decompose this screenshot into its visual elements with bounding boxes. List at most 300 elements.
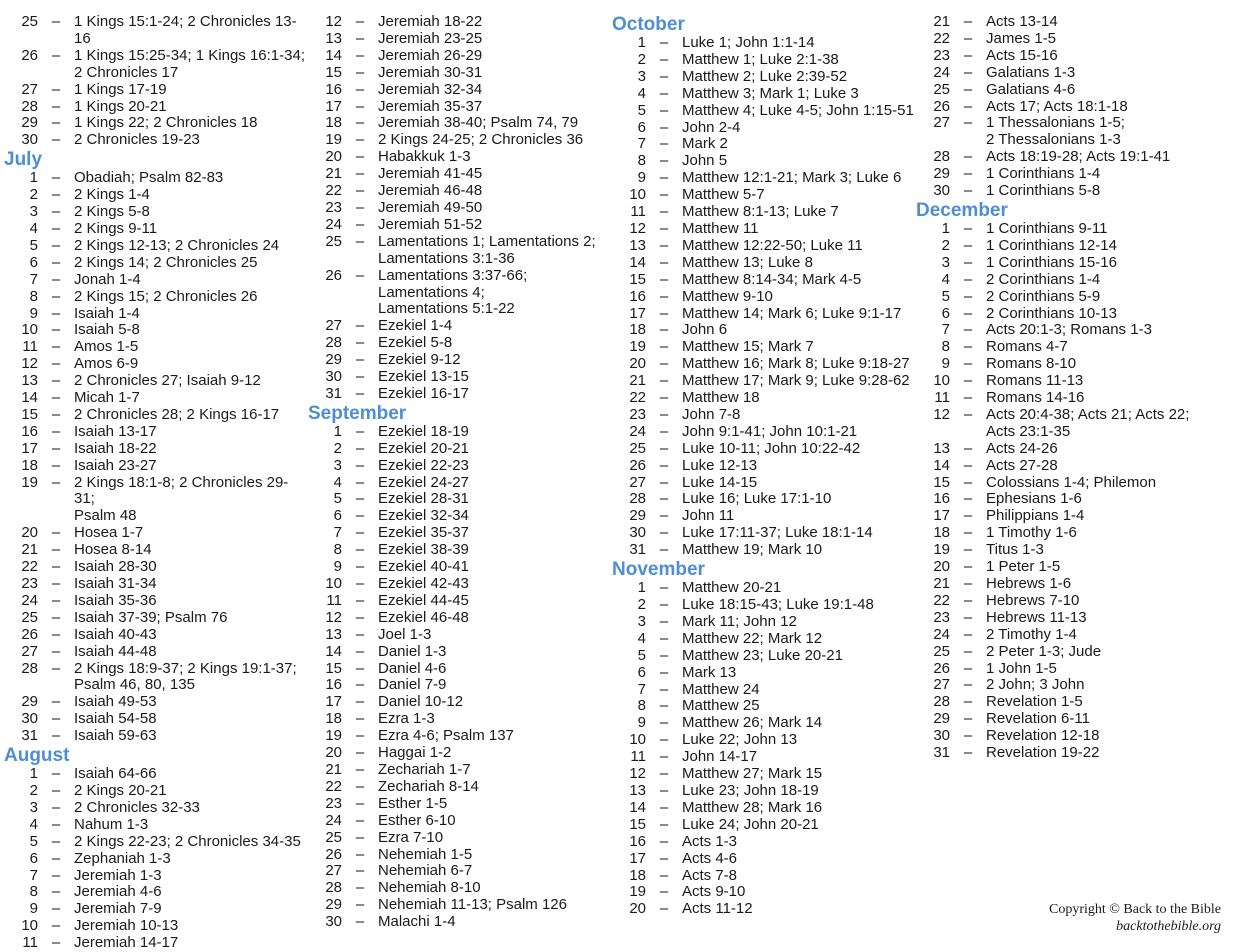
reading-entry [4,559,308,576]
dash-separator: – [963,676,973,694]
reading-text: 2 Corinthians 10-13 [986,304,1117,322]
reading-entry [612,255,918,272]
month-heading-july: July [4,149,43,171]
day-number: 27 [933,114,950,132]
dash-separator: – [51,883,61,901]
dash-separator: – [355,794,365,812]
day-number: 17 [629,304,646,322]
reading-text: Matthew 1; Luke 2:1-38 [682,50,839,68]
reading-entry [916,115,1216,149]
dash-separator: – [659,219,669,237]
reading-entry [612,783,918,800]
dash-separator: – [51,372,61,390]
reading-text: Amos 1-5 [74,338,139,356]
day-number: 19 [629,883,646,901]
reading-text: Jeremiah 46-48 [378,182,483,200]
dash-separator: – [963,253,973,271]
reading-text: Matthew 3; Mark 1; Luke 3 [682,84,859,102]
dash-separator: – [963,46,973,64]
reading-entry [612,525,918,542]
dash-separator: – [51,608,61,626]
month-heading-november: November [612,559,705,581]
dash-separator: – [51,321,61,339]
reading-text: Isaiah 28-30 [74,558,157,576]
day-number: 12 [325,608,342,626]
reading-entry [308,863,608,880]
reading-entry [308,847,608,864]
reading-text: Acts 13-14 [986,13,1058,30]
reading-entry [4,542,308,559]
reading-text: Acts 18:19-28; Acts 19:1-41 [986,148,1171,166]
dash-separator: – [51,693,61,711]
copyright-text: Copyright © Back to the Bible [1048,902,1221,917]
reading-text: Jeremiah 23-25 [378,29,483,47]
dash-separator: – [963,219,973,237]
day-number: 17 [629,849,646,867]
reading-entry [612,187,918,204]
reading-entry [308,762,608,779]
day-number: 29 [325,896,342,914]
reading-text: Ezekiel 44-45 [378,591,469,609]
day-number: 22 [325,182,342,200]
reading-entry [308,610,608,627]
dash-separator: – [659,253,669,271]
reading-text: Luke 18:15-43; Luke 19:1-48 [682,596,874,613]
day-number: 29 [21,693,38,711]
reading-text: Hebrews 7-10 [986,591,1080,609]
reading-entry [4,322,308,339]
dash-separator: – [659,101,669,119]
day-number: 11 [630,203,646,221]
day-number: 26 [933,97,950,115]
dash-separator: – [963,97,973,115]
dash-separator: – [659,646,669,664]
day-number: 16 [325,80,342,98]
reading-entry [612,901,918,918]
reading-text: Haggai 1-2 [378,744,452,762]
dash-separator: – [355,29,365,47]
day-number: 16 [629,832,646,850]
reading-entry [612,868,918,885]
reading-text: Luke 16; Luke 17:1-10 [682,490,832,508]
reading-text: Obadiah; Psalm 82-83 [74,169,224,187]
day-number: 9 [333,558,342,576]
reading-entry [308,441,608,458]
dash-separator: – [963,473,973,491]
dash-separator: – [659,832,669,850]
reading-text: Mark 2 [682,135,728,153]
reading-text: 2 Kings 12-13; 2 Chronicles 24 [74,236,280,254]
reading-entry [916,356,1216,373]
day-number: 7 [637,680,646,698]
reading-text: Zephaniah 1-3 [74,849,171,867]
reading-entry [4,289,308,306]
day-number: 1 [29,169,38,187]
reading-text: 1 Kings 15:1-24; 2 Chronicles 13-16 [74,13,297,47]
reading-text: Matthew 19; Mark 10 [682,541,823,559]
day-number: 6 [941,304,950,322]
day-number: 17 [325,97,342,115]
day-number: 29 [325,351,342,369]
day-number: 4 [941,270,950,288]
reading-text: Matthew 11 [682,219,759,237]
reading-text: Joel 1-3 [378,625,432,643]
column-4 [916,14,1216,762]
dash-separator: – [659,236,669,254]
copyright-block [1049,901,1221,935]
reading-text: Jeremiah 51-52 [378,215,483,233]
reading-text: Nehemiah 8-10 [378,879,481,897]
reading-text: Isaiah 23-27 [74,456,157,474]
day-number: 2 [637,50,646,68]
day-number: 7 [941,321,950,339]
dash-separator: – [659,135,669,153]
dash-separator: – [355,384,365,402]
reading-entry [4,373,308,390]
dash-separator: – [659,781,669,799]
dash-separator: – [355,97,365,115]
reading-entry [916,306,1216,323]
reading-text: 1 Kings 15:25-34; 1 Kings 16:1-34; 2 Chronicles 17 [74,46,305,81]
reading-entry [916,677,1216,694]
dash-separator: – [51,473,61,491]
day-number: 24 [629,422,646,440]
reading-entry [612,306,918,323]
day-number: 17 [933,507,950,525]
reading-entry [916,65,1216,82]
day-number: 18 [21,456,38,474]
dash-separator: – [355,439,365,457]
day-number: 2 [637,596,646,613]
reading-text: Habakkuk 1-3 [378,148,471,166]
reading-entry [308,576,608,593]
reading-entry [916,576,1216,593]
reading-text: Zechariah 1-7 [378,760,471,778]
reading-text: Matthew 12:22-50; Luke 11 [682,236,863,254]
reading-entry [916,694,1216,711]
dash-separator: – [659,612,669,630]
dash-separator: – [51,710,61,728]
dash-separator: – [963,456,973,474]
reading-entry [612,120,918,137]
reading-text: Zechariah 8-14 [378,777,479,795]
reading-text: 2 Chronicles 19-23 [74,131,200,149]
reading-entry [4,783,308,800]
reading-entry [4,272,308,289]
day-number: 24 [21,591,38,609]
dash-separator: – [355,879,365,897]
reading-entry [4,868,308,885]
dash-separator: – [51,832,61,850]
reading-text: Romans 11-13 [986,372,1084,390]
reading-entry [612,715,918,732]
reading-entry [308,183,608,200]
dash-separator: – [355,524,365,542]
dash-separator: – [659,815,669,833]
day-number: 4 [29,219,38,237]
reading-text: Acts 15-16 [986,46,1058,64]
day-number: 5 [29,832,38,850]
reading-text: Ephesians 1-6 [986,490,1082,508]
day-number: 27 [21,642,38,660]
reading-text: Revelation 12-18 [986,727,1100,745]
reading-text: Acts 9-10 [682,883,746,901]
reading-text: 2 Kings 1-4 [74,186,150,204]
day-number: 21 [933,575,950,592]
day-number: 14 [21,389,38,407]
reading-entry [612,749,918,766]
reading-entry [4,884,308,901]
reading-text: 1 Kings 22; 2 Chronicles 18 [74,114,258,132]
day-number: 28 [933,148,950,166]
dash-separator: – [51,798,61,816]
reading-entry [4,82,308,99]
dash-separator: – [355,862,365,880]
day-number: 4 [29,815,38,833]
reading-text: Mark 13 [682,663,737,681]
dash-separator: – [659,596,669,613]
reading-text: Luke 10-11; John 10:22-42 [682,439,861,457]
month-heading-august: August [4,745,70,767]
day-number: 23 [933,46,950,64]
reading-text: Isaiah 18-22 [74,439,157,457]
reading-entry [612,542,918,559]
reading-entry [4,800,308,817]
reading-text: Matthew 8:14-34; Mark 4-5 [682,270,862,288]
reading-entry [612,491,918,508]
reading-text: 1 Corinthians 12-14 [986,236,1117,254]
reading-entry [4,441,308,458]
dash-separator: – [51,203,61,221]
reading-entry [4,728,308,745]
reading-entry [308,99,608,116]
day-number: 18 [629,321,646,339]
dash-separator: – [355,575,365,592]
reading-text: 2 Timothy 1-4 [986,625,1077,643]
reading-text: Jeremiah 7-9 [74,900,162,918]
dash-separator: – [355,165,365,183]
reading-entry [916,525,1216,542]
reading-text: 2 Kings 24-25; 2 Chronicles 36 [378,131,584,149]
dash-separator: – [355,659,365,677]
reading-entry [612,851,918,868]
reading-entry [308,318,608,335]
reading-text: Isaiah 59-63 [74,727,157,745]
day-number: 12 [21,355,38,373]
reading-text: Hosea 1-7 [74,524,144,542]
reading-entry [612,424,918,441]
reading-entry [916,14,1216,31]
reading-text: Ezra 1-3 [378,710,435,728]
day-number: 31 [629,541,646,559]
dash-separator: – [355,46,365,64]
reading-entry [308,796,608,813]
reading-text: Matthew 24 [682,680,760,698]
reading-entry [308,48,608,65]
reading-text: Ezekiel 1-4 [378,317,453,335]
reading-text: 2 Kings 5-8 [74,203,150,221]
dash-separator: – [659,355,669,373]
dash-separator: – [355,148,365,166]
day-number: 12 [629,765,646,783]
day-number: 11 [22,338,38,356]
reading-entry [612,597,918,614]
reading-text: 2 Kings 22-23; 2 Chronicles 34-35 [74,832,301,850]
day-number: 5 [29,236,38,254]
dash-separator: – [355,727,365,745]
day-number: 26 [325,266,342,284]
reading-text: Jeremiah 35-37 [378,97,483,115]
day-number: 6 [333,507,342,525]
reading-text: Matthew 8:1-13; Luke 7 [682,203,839,221]
day-number: 10 [21,917,38,935]
reading-entry [612,221,918,238]
day-number: 28 [325,879,342,897]
dash-separator: – [355,693,365,711]
dash-separator: – [963,338,973,356]
dash-separator: – [659,456,669,474]
dash-separator: – [963,236,973,254]
day-number: 2 [29,186,38,204]
day-number: 8 [333,541,342,559]
dash-separator: – [659,84,669,102]
dash-separator: – [659,524,669,542]
reading-entry [612,648,918,665]
reading-entry [916,475,1216,492]
day-number: 9 [941,355,950,373]
reading-entry [612,441,918,458]
day-number: 16 [629,287,646,305]
dash-separator: – [963,439,973,457]
day-number: 24 [933,63,950,81]
day-number: 4 [333,473,342,491]
reading-entry [308,132,608,149]
dash-separator: – [659,118,669,136]
reading-entry [916,458,1216,475]
dash-separator: – [659,473,669,491]
reading-text: Isaiah 13-17 [74,422,157,440]
dash-separator: – [963,642,973,660]
reading-entry [612,373,918,390]
reading-text: Matthew 22; Mark 12 [682,629,823,647]
reading-entry [4,238,308,255]
day-number: 6 [29,253,38,271]
dash-separator: – [355,558,365,576]
dash-separator: – [659,579,669,597]
reading-text: 2 Kings 9-11 [74,219,158,237]
day-number: 25 [933,642,950,660]
day-number: 15 [629,270,646,288]
reading-entry [308,149,608,166]
site-link[interactable]: backtothebible.org [1116,919,1221,934]
reading-text: Jeremiah 49-50 [378,198,483,216]
reading-entry [916,644,1216,661]
reading-entry [916,221,1216,238]
day-number: 11 [934,389,950,407]
reading-entry [612,339,918,356]
dash-separator: – [659,680,669,698]
day-number: 7 [333,524,342,542]
day-number: 31 [21,727,38,745]
day-number: 9 [29,304,38,322]
reading-text: John 5 [682,152,728,170]
reading-entry [308,166,608,183]
reading-text: Luke 22; John 13 [682,731,798,749]
reading-entry [4,834,308,851]
day-number: 23 [933,608,950,626]
day-number: 23 [21,575,38,592]
dash-separator: – [963,405,973,423]
reading-entry [612,35,918,52]
day-number: 22 [933,29,950,47]
reading-text: Colossians 1-4; Philemon [986,473,1157,491]
reading-entry [612,458,918,475]
reading-text: 2 Kings 15; 2 Chronicles 26 [74,287,258,305]
dash-separator: – [659,372,669,390]
reading-entry [4,458,308,475]
dash-separator: – [659,405,669,423]
dash-separator: – [355,215,365,233]
day-number: 25 [325,828,342,846]
reading-entry [308,335,608,352]
day-number: 20 [325,744,342,762]
reading-text: John 7-8 [682,405,741,423]
reading-text: 2 Corinthians 5-9 [986,287,1101,305]
reading-entry [916,728,1216,745]
day-number: 31 [325,384,342,402]
dash-separator: – [51,439,61,457]
reading-entry [4,901,308,918]
reading-entry [612,732,918,749]
dash-separator: – [963,558,973,576]
dash-separator: – [963,524,973,542]
dash-separator: – [963,63,973,81]
reading-text: Revelation 1-5 [986,693,1083,711]
dash-separator: – [963,355,973,373]
day-number: 6 [29,849,38,867]
reading-text: 1 Corinthians 5-8 [986,182,1101,200]
day-number: 30 [325,368,342,386]
dash-separator: – [51,781,61,799]
reading-text: Hebrews 1-6 [986,575,1072,592]
dash-separator: – [355,777,365,795]
reading-text: Matthew 25 [682,697,760,715]
reading-text: Matthew 14; Mark 6; Luke 9:1-17 [682,304,902,322]
dash-separator: – [51,287,61,305]
reading-entry [4,356,308,373]
reading-entry [308,65,608,82]
dash-separator: – [659,439,669,457]
day-number: 12 [629,219,646,237]
dash-separator: – [355,811,365,829]
reading-entry [916,559,1216,576]
dash-separator: – [659,422,669,440]
dash-separator: – [355,676,365,694]
reading-text: Acts 27-28 [986,456,1058,474]
dash-separator: – [51,253,61,271]
dash-separator: – [51,114,61,132]
dash-separator: – [51,541,61,559]
dash-separator: – [355,317,365,335]
day-number: 3 [637,612,646,630]
dash-separator: – [51,765,61,783]
day-number: 26 [933,659,950,677]
dash-separator: – [355,456,365,474]
reading-entry [308,559,608,576]
reading-entry [4,424,308,441]
reading-entry [612,204,918,221]
reading-text: Daniel 4-6 [378,659,447,677]
